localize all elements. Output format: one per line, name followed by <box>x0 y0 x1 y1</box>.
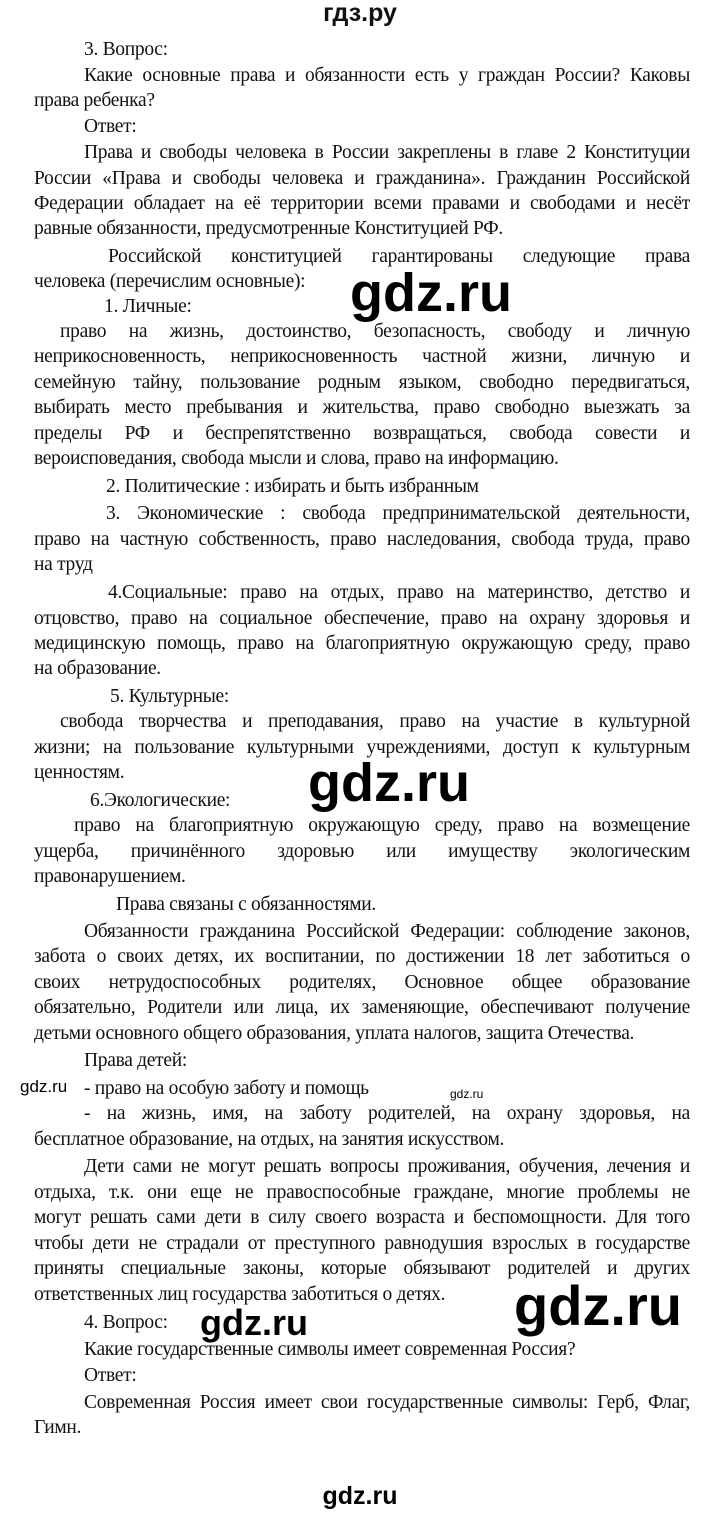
text-line: Современная Россия имеет свои государственные символы: Герб, Флаг, <box>84 1392 690 1413</box>
text-line: 1. Личные: <box>104 296 192 317</box>
text-line: отцовство, право на социальное обеспечение, право на охрану здоровья и <box>34 608 690 629</box>
text-line: детьми основного общего образования, уплата налогов, защита Отечества. <box>34 1023 635 1044</box>
text-line: Федерации обладает на её территории всеми правами и свободами и несёт <box>34 193 690 214</box>
text-line: Российской конституцией гарантированы следующие права <box>108 246 690 267</box>
text-line: Какие основные права и обязанности есть у граждан России? Каковы <box>84 65 690 86</box>
text-line: Права связаны с обязанностями. <box>116 894 377 915</box>
text-line: равные обязанности, предусмотренные Конституцией РФ. <box>34 218 503 239</box>
text-line: жизни; на пользование культурными учреждениями, доступ к культурным <box>34 737 690 758</box>
text-line: Права детей: <box>84 1050 187 1071</box>
text-line: своих нетрудоспособных родителях, Основное общее образование <box>34 972 690 993</box>
watermark: gdz.ru <box>200 1302 308 1343</box>
text-line: Какие государственные символы имеет современная Россия? <box>84 1339 576 1360</box>
text-line: - право на особую заботу и помощь <box>84 1078 369 1099</box>
text-line: Гимн. <box>34 1417 82 1438</box>
text-line: чтобы дети не страдали от преступного равнодушия взрослых в государстве <box>34 1233 690 1254</box>
watermark: gdz.ru <box>514 1274 682 1337</box>
text-line: правонарушением. <box>34 866 186 887</box>
text-line: Дети сами не могут решать вопросы проживания, обучения, лечения и <box>84 1156 690 1177</box>
text-line: вероисповедания, свобода мысли и слова, право на информацию. <box>34 448 559 469</box>
text-line: - на жизнь, имя, на заботу родителей, на охрану здоровья, на <box>84 1103 690 1124</box>
text-line: отдыха, т.к. они еще не правоспособные граждане, многие проблемы не <box>34 1182 690 1203</box>
text-line: свобода творчества и преподавания, право на участие в культурной <box>60 711 690 732</box>
text-line: бесплатное образование, на отдых, на занятия искусством. <box>34 1129 505 1150</box>
watermark: gdz.ru <box>350 263 512 323</box>
text-line: ущерба, причинённого здоровью или имуществу экологическим <box>34 841 690 862</box>
text-line: Права и свободы человека в России закреплены в главе 2 Конституции <box>84 142 690 163</box>
footer-site-label: gdz.ru <box>322 1482 398 1510</box>
text-line: ценностям. <box>34 762 125 783</box>
text-line: неприкосновенность, неприкосновенность частной жизни, личную и <box>34 346 690 367</box>
text-line: 4. Вопрос: <box>84 1312 168 1333</box>
text-line: право на благоприятную окружающую среду, право на возмещение <box>74 815 690 836</box>
text-line: обязательно, Родители или лица, их заменяющие, обеспечивают получение <box>34 997 690 1018</box>
text-line: на образование. <box>34 658 161 679</box>
text-line: пределы РФ и беспрепятственно возвращаться, свобода совести и <box>34 423 690 444</box>
text-line: Обязанности гражданина Российской Федерации: соблюдение законов, <box>84 921 690 942</box>
text-line: медицинскую помощь, право на благоприятную окружающую среду, право <box>34 633 690 654</box>
text-line: забота о своих детях, их воспитании, по достижении 18 лет заботиться о <box>34 946 690 967</box>
text-line: ответственных лиц государства заботиться о детях. <box>34 1284 446 1305</box>
text-line: России «Права и свободы человека и гражданина». Гражданин Российской <box>34 168 690 189</box>
text-line: право на частную собственность, право наследования, свобода труда, право <box>34 529 690 550</box>
site-header-title: гдз.ру <box>323 0 397 27</box>
text-line: 4.Социальные: право на отдых, право на материнство, детство и <box>108 582 690 603</box>
watermark-small: gdz.ru <box>20 1077 68 1096</box>
text-line: 2. Политические : избирать и быть избранным <box>106 476 479 497</box>
watermark: gdz.ru <box>308 753 470 813</box>
text-line: приняты специальные законы, которые обязывают родителей и других <box>34 1258 690 1279</box>
text-line: права ребенка? <box>34 90 155 111</box>
text-line: семейную тайну, пользование родным языком, свободно передвигаться, <box>34 372 690 393</box>
watermark-small: gdz.ru <box>450 1087 484 1101</box>
text-line: право на жизнь, достоинство, безопасность, свободу и личную <box>60 321 690 342</box>
text-line: 5. Культурные: <box>110 686 229 707</box>
text-line: могут решать сами дети в силу своего возраста и беспомощности. Для того <box>34 1207 690 1228</box>
text-line: на труд <box>34 554 93 575</box>
text-line: 3. Вопрос: <box>84 39 168 60</box>
text-line: 3. Экономические : свобода предпринимательской деятельности, <box>106 503 690 524</box>
text-line: Ответ: <box>84 116 137 137</box>
text-line: человека (перечислим основные): <box>34 271 306 292</box>
text-line: выбирать место пребывания и жительства, право свободно выезжать за <box>34 397 690 418</box>
text-line: Ответ: <box>84 1365 137 1386</box>
text-line: 6.Экологические: <box>90 790 231 811</box>
